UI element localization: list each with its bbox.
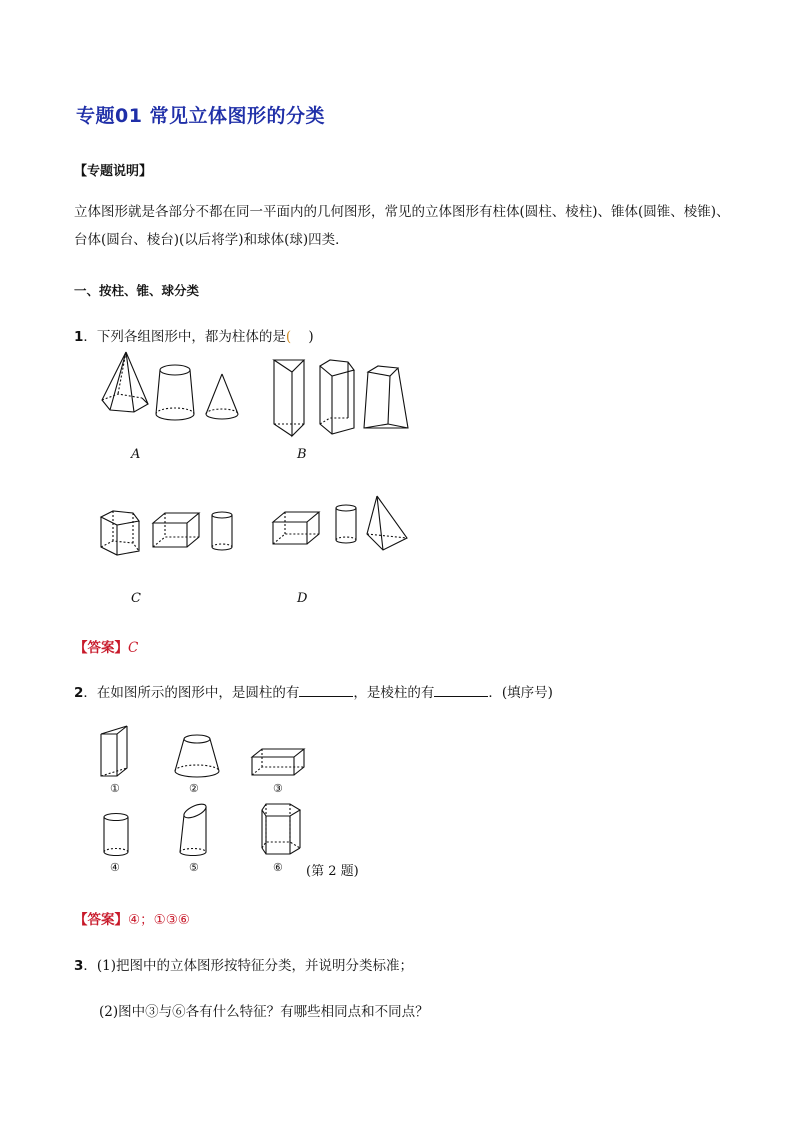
question-2-blank-2[interactable]	[434, 684, 488, 697]
pent-prism	[320, 360, 354, 434]
question-2	[74, 681, 553, 701]
q2-label-5: ⑤	[189, 861, 199, 874]
pyramid-frustum	[364, 366, 408, 428]
figure-group-c	[99, 509, 239, 555]
question-1-paren-close: )	[291, 329, 314, 345]
question-1	[74, 325, 314, 345]
question-2-text-1: ．在如图所示的图形中，是圆柱的有	[83, 685, 300, 701]
option-c-label: C	[131, 591, 141, 606]
q2-label-2: ②	[189, 782, 199, 795]
question-1-text: ．下列各组图形中，都为柱体的是	[83, 329, 286, 345]
answer-1-tag: 【答案】	[74, 640, 128, 656]
question-1-paren-open: (	[285, 329, 292, 345]
question-3-line-2: (2)图中③与⑥各有什么特征？有哪些相同点和不同点？	[99, 1004, 429, 1020]
q2-caption: (第 2 题)	[306, 864, 359, 879]
q2-figure-1	[99, 724, 131, 780]
part1-heading: 一、按柱、锥、球分类	[74, 283, 200, 298]
question-2-text-2: ，是棱柱的有	[353, 685, 435, 701]
answer-1	[74, 636, 138, 656]
question-3-number: 3	[74, 958, 84, 974]
cylinder-c-top	[212, 512, 232, 518]
cylinder-d-top	[336, 505, 356, 511]
q2-figure-3	[250, 747, 306, 777]
q2-label-4: ④	[110, 861, 120, 874]
option-d-label: D	[297, 591, 308, 606]
question-2-number: 2	[74, 685, 84, 701]
question-2-text-3: ．(填序号)	[488, 685, 553, 701]
cuboid-d	[273, 512, 319, 544]
page-title: 专题01 常见立体图形的分类	[76, 105, 326, 127]
hex-pyramid	[102, 352, 148, 412]
figure-group-a	[96, 350, 246, 430]
q2-label-6: ⑥	[273, 861, 283, 874]
answer-2-value: ④；①③⑥	[128, 912, 190, 928]
question-3-line-1	[74, 954, 413, 974]
figure-group-d	[269, 494, 409, 554]
figure-group-b	[270, 358, 412, 428]
question-3-text-1: ．(1)把图中的立体图形按特征分类，并说明分类标准；	[83, 958, 414, 974]
q2-figure-4	[101, 812, 131, 858]
tri-prism	[274, 360, 304, 436]
question-2-blank-1[interactable]	[299, 684, 353, 697]
answer-2	[74, 908, 190, 928]
q2-label-1: ①	[110, 782, 120, 795]
tri-pyramid	[367, 496, 407, 550]
q2-figure-6	[260, 802, 302, 858]
q2-label-3: ③	[273, 782, 283, 795]
frustum-top	[160, 365, 190, 375]
answer-1-value: C	[128, 640, 139, 656]
frustum-body	[156, 370, 194, 420]
option-a-label: A	[131, 447, 141, 462]
q2-figure-2	[172, 733, 222, 779]
section-heading: 【专题说明】	[74, 164, 153, 179]
question-1-number: 1	[74, 329, 84, 345]
cone	[206, 374, 238, 419]
intro-paragraph: 立体图形就是各部分不都在同一平面内的几何图形，常见的立体图形有柱体(圆柱、棱柱)、锥体(圆锥、棱锥)、台体(圆台、棱台)(以后将学)和球体(球)四类．	[74, 204, 730, 248]
q2-figure-5	[177, 802, 211, 858]
option-b-label: B	[297, 447, 307, 462]
answer-2-tag: 【答案】	[74, 912, 128, 928]
